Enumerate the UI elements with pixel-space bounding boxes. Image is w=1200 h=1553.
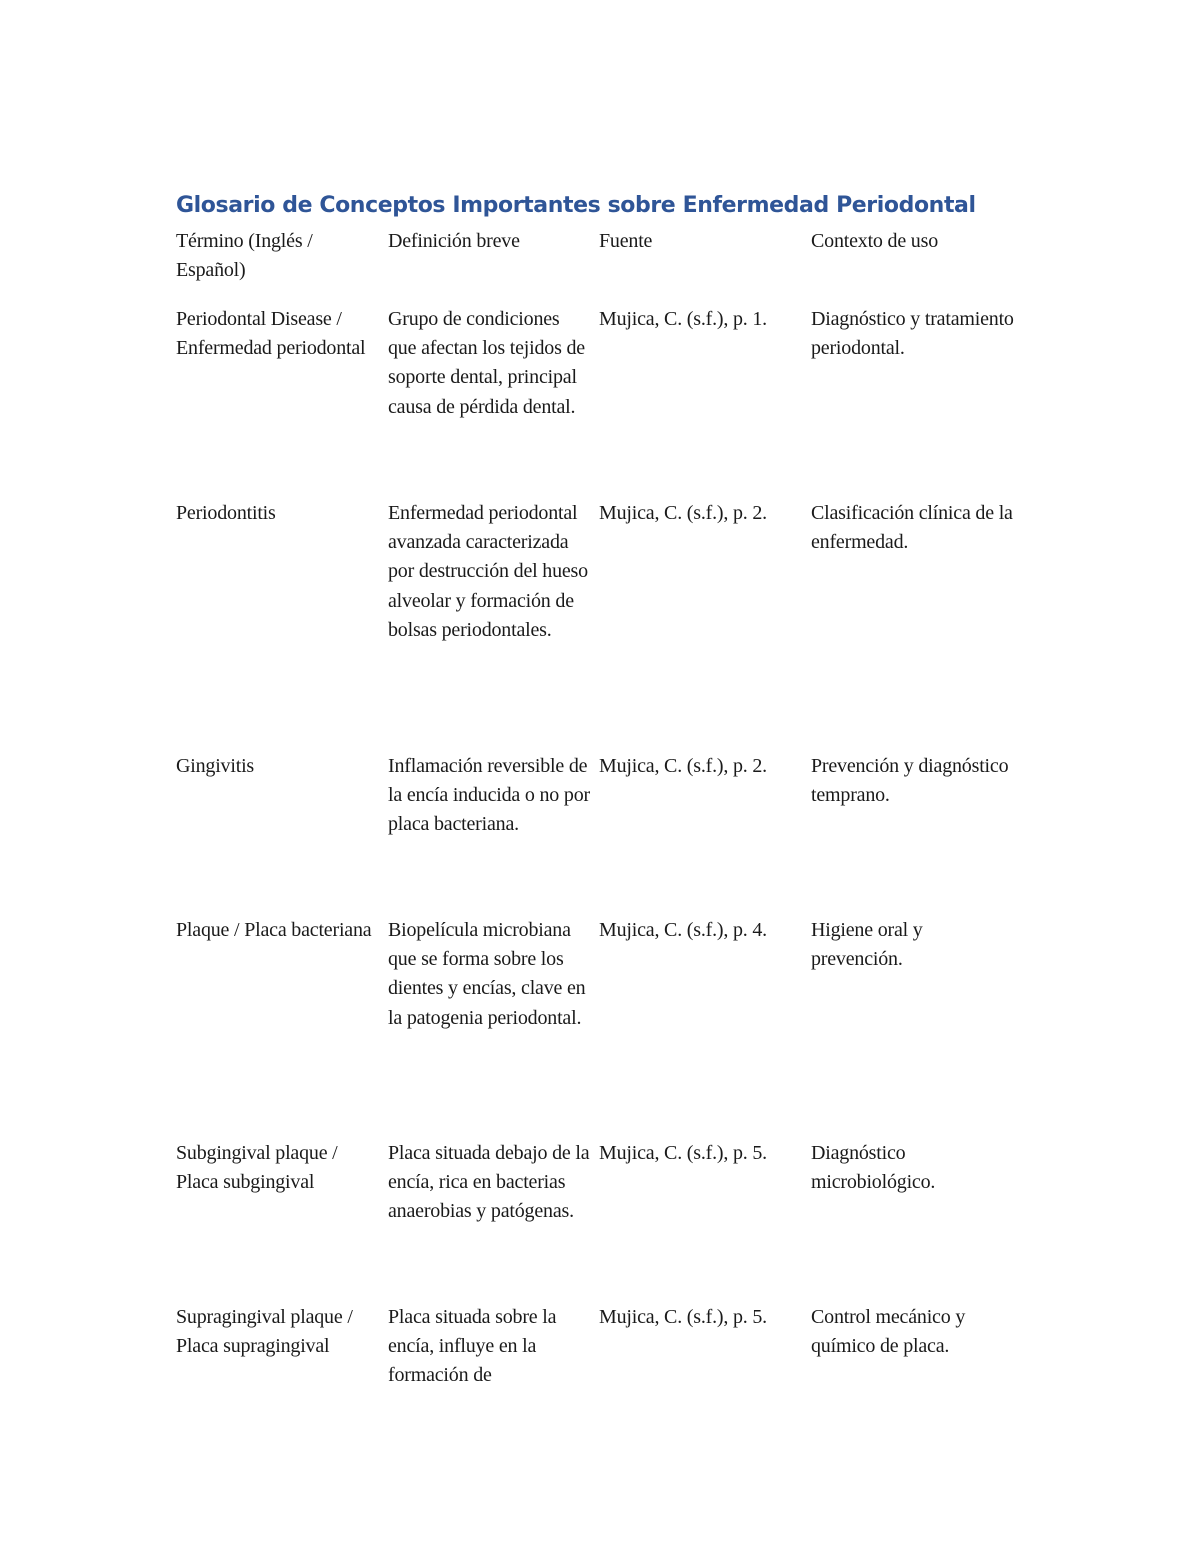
term-cell: Periodontitis	[176, 502, 276, 524]
source-cell: Mujica, C. (s.f.), p. 5.	[599, 1306, 767, 1328]
column-header-context: Contexto de uso	[811, 230, 938, 252]
table-row	[176, 752, 1024, 916]
definition-cell: Inflamación reversible de la encía inducida o no por placa bacteriana.	[388, 755, 590, 836]
source-cell: Mujica, C. (s.f.), p. 1.	[599, 308, 767, 330]
term-cell: Subgingival plaque / Placa subgingival	[176, 1142, 338, 1194]
column-header-source: Fuente	[599, 230, 653, 252]
source-cell: Mujica, C. (s.f.), p. 4.	[599, 919, 767, 941]
document-title: Glosario de Conceptos Importantes sobre Enfermedad Periodontal	[176, 193, 976, 218]
context-cell: Prevención y diagnóstico temprano.	[811, 755, 1009, 807]
definition-cell: Biopelícula microbiana que se forma sobre los dientes y encías, clave en la patogenia periodontal.	[388, 919, 586, 1029]
context-cell: Control mecánico y químico de placa.	[811, 1306, 966, 1358]
column-header-term: Término (Inglés / Español)	[176, 230, 313, 282]
glossary-table	[176, 227, 1024, 1403]
table-row	[176, 1303, 1024, 1403]
term-cell: Periodontal Disease / Enfermedad periodontal	[176, 308, 366, 360]
source-cell: Mujica, C. (s.f.), p. 2.	[599, 502, 767, 524]
definition-cell: Enfermedad periodontal avanzada caracterizada por destrucción del hueso alveolar y formación de bolsas periodontales.	[388, 502, 588, 641]
table-header-row	[176, 227, 1024, 305]
definition-cell: Placa situada debajo de la encía, rica en bacterias anaerobias y patógenas.	[388, 1142, 590, 1223]
context-cell: Higiene oral y prevención.	[811, 919, 923, 971]
context-cell: Diagnóstico microbiológico.	[811, 1142, 936, 1194]
term-cell: Plaque / Placa bacteriana	[176, 919, 372, 941]
column-header-definition: Definición breve	[388, 230, 520, 252]
definition-cell: Grupo de condiciones que afectan los tejidos de soporte dental, principal causa de pérdida dental.	[388, 308, 585, 418]
term-cell: Supragingival plaque / Placa supragingival	[176, 1306, 353, 1358]
table-row	[176, 305, 1024, 499]
source-cell: Mujica, C. (s.f.), p. 5.	[599, 1142, 767, 1164]
context-cell: Clasificación clínica de la enfermedad.	[811, 502, 1013, 554]
table-row	[176, 1139, 1024, 1303]
term-cell: Gingivitis	[176, 755, 255, 777]
table-row	[176, 916, 1024, 1139]
source-cell: Mujica, C. (s.f.), p. 2.	[599, 755, 767, 777]
context-cell: Diagnóstico y tratamiento periodontal.	[811, 308, 1014, 360]
table-row	[176, 499, 1024, 752]
definition-cell: Placa situada sobre la encía, influye en la formación de	[388, 1306, 557, 1387]
